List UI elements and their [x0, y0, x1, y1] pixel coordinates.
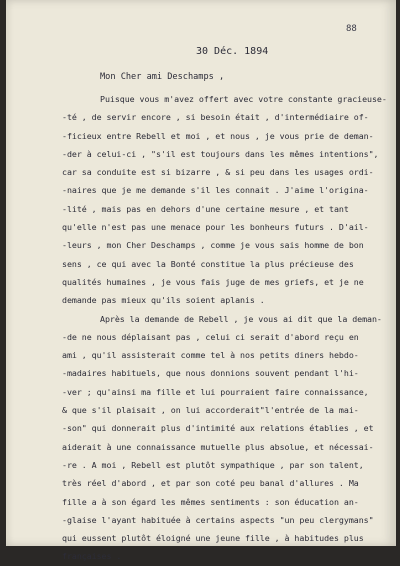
salutation: Mon Cher ami Deschamps ,: [100, 72, 225, 82]
letter-date: 30 Déc. 1894: [196, 46, 269, 57]
text-line: qualités humaines , je vous fais juge de mes griefs, et je ne: [62, 276, 364, 287]
text-line: & que s'il plaisait , on lui accorderait"l'entrée de la mai-: [62, 405, 359, 416]
text-line: -ver ; qu'ainsi ma fille et lui pourraient faire connaissance,: [62, 386, 369, 397]
text-line: demande pas mieux qu'ils soient aplanis .: [62, 295, 265, 306]
text-line: fille a à son égard les mêmes sentiments : son éducation an-: [62, 496, 359, 507]
text-line: -son" qui donnerait plus d'intimité aux relations établies , et: [62, 423, 374, 434]
text-line: -leurs , mon Cher Deschamps , comme je vous sais homme de bon: [62, 240, 364, 251]
text-line: -naires que je me demande s'il les connait . J'aime l'origina-: [62, 185, 369, 196]
text-line: Après la demande de Rebell , je vous ai dit que la deman-: [100, 313, 382, 324]
text-line: françaises .: [62, 551, 122, 562]
text-line: très réel d'abord , et par son coté peu banal d'allures . Ma: [62, 478, 359, 489]
text-line: qui eussent plutôt éloigné une jeune fille , à habitudes plus: [62, 533, 364, 544]
text-line: -ficieux entre Rebell et moi , et nous , je vous prie de deman-: [62, 130, 374, 141]
text-line: -re . A moi , Rebell est plutôt sympathique , par son talent,: [62, 459, 364, 470]
text-line: -lité , mais pas en dehors d'une certaine mesure , et tant: [62, 203, 349, 214]
text-line: qu'elle n'est pas une menace pour les bonheurs futurs . D'ail-: [62, 222, 369, 233]
text-line: -de ne nous déplaisant pas , celui ci serait d'abord reçu en: [62, 331, 359, 342]
text-line: ami , qu'il assisterait comme tel à nos petits diners hebdo-: [62, 350, 359, 361]
text-line: car sa conduite est si bizarre , & si peu dans les usages ordi-: [62, 167, 374, 178]
text-line: -glaise l'ayant habituée à certains aspects "un peu clergymans": [62, 514, 374, 525]
letter-page: [6, 0, 396, 562]
text-line: aiderait à une connaissance mutuelle plus absolue, et nécessai-: [62, 441, 374, 452]
text-line: -der à celui-ci , "s'il est toujours dans les mêmes intentions",: [62, 148, 379, 159]
text-line: Puisque vous m'avez offert avec votre constante gracieuse-: [100, 94, 387, 104]
page-number: 88: [346, 24, 357, 34]
letter-body: [62, 90, 387, 566]
text-line: -té , de servir encore , si besoin était , d'intermédiaire of-: [62, 112, 369, 123]
text-line: sens , ce qui avec la Bonté constitue la plus précieuse des: [62, 258, 354, 269]
text-line: -madaires habituels, que nous donnions souvent pendant l'hi-: [62, 368, 359, 379]
